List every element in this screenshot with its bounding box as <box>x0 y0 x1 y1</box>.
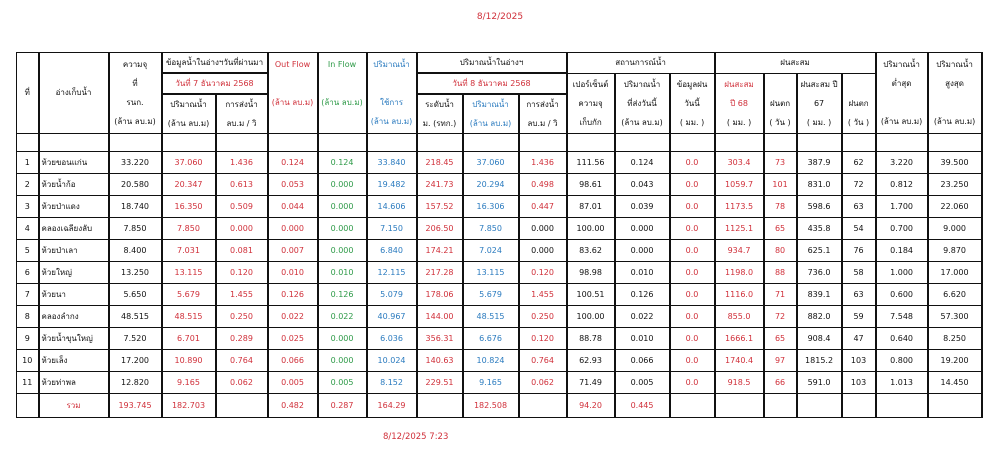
cell-percent: 87.01 <box>567 196 615 218</box>
cell-level: 144.00 <box>417 306 463 328</box>
cell-prev-volume: 7.031 <box>162 240 216 262</box>
cell-raindays67: 54 <box>842 218 876 240</box>
cell-min: 0.700 <box>876 218 928 240</box>
cell-percent: 100.00 <box>567 306 615 328</box>
cell-inflow: 0.000 <box>318 328 367 350</box>
header-level: ระดับน้ำ ม. (รทก.) <box>417 94 463 134</box>
cell-rain68: 1125.1 <box>715 218 764 240</box>
cell-level: 218.45 <box>417 152 463 174</box>
cell-usable: 19.482 <box>367 174 417 196</box>
cell-min: 0.812 <box>876 174 928 196</box>
cell-name: คลองเฉลียงลับ <box>39 218 109 240</box>
header-current-release: การส่งน้ำ ลบ.ม / วิ <box>519 94 567 134</box>
cell-name: คลองลำกง <box>39 306 109 328</box>
cell-prev-release: 0.509 <box>216 196 268 218</box>
cell-no: 7 <box>17 284 39 306</box>
cell-capacity: 20.580 <box>109 174 162 196</box>
cell-name: ห้วยป่าเลา <box>39 240 109 262</box>
total-capacity: 193.745 <box>109 394 162 418</box>
cell-volume: 13.115 <box>463 262 519 284</box>
header-raindays68: ฝนตก ( วัน ) <box>764 73 797 134</box>
cell-rain67: 839.1 <box>797 284 842 306</box>
header-current-volume: ปริมาณน้ำ (ล้าน ลบ.ม) <box>463 94 519 134</box>
cell-prev-release: 0.250 <box>216 306 268 328</box>
cell-raindays67: 76 <box>842 240 876 262</box>
cell-raindays67: 58 <box>842 262 876 284</box>
cell-inflow: 0.000 <box>318 196 367 218</box>
header-released-today: ปริมาณน้ำ ที่ส่งวันนี้ (ล้าน ลบ.ม) <box>615 73 670 134</box>
cell-prev-volume: 48.515 <box>162 306 216 328</box>
cell-rain-today: 0.0 <box>670 350 715 372</box>
cell-raindays68: 72 <box>764 306 797 328</box>
cell-raindays68: 78 <box>764 196 797 218</box>
header-reservoir: อ่างเก็บน้ำ <box>39 53 109 134</box>
cell-volume: 5.679 <box>463 284 519 306</box>
cell-outflow: 0.053 <box>268 174 318 196</box>
cell-rain-today: 0.0 <box>670 152 715 174</box>
cell-outflow: 0.025 <box>268 328 318 350</box>
cell-rain68: 1740.4 <box>715 350 764 372</box>
cell-level: 217.28 <box>417 262 463 284</box>
cell-rain68: 1059.7 <box>715 174 764 196</box>
cell-release: 0.062 <box>519 372 567 394</box>
cell-usable: 12.115 <box>367 262 417 284</box>
cell-rain-today: 0.0 <box>670 328 715 350</box>
cell-min: 0.184 <box>876 240 928 262</box>
cell-capacity: 7.850 <box>109 218 162 240</box>
cell-raindays67: 63 <box>842 284 876 306</box>
total-row <box>17 394 982 418</box>
cell-inflow: 0.000 <box>318 174 367 196</box>
cell-rain67: 435.8 <box>797 218 842 240</box>
cell-raindays67: 47 <box>842 328 876 350</box>
cell-name: ห้วยขอนแก่น <box>39 152 109 174</box>
header-capacity: ความจุ ที่ รนก. (ล้าน ลบ.ม) <box>109 53 162 134</box>
cell-capacity: 33.220 <box>109 152 162 174</box>
cell-rain68: 918.5 <box>715 372 764 394</box>
header-no: ที่ <box>17 53 39 134</box>
cell-min: 1.700 <box>876 196 928 218</box>
total-percent: 94.20 <box>567 394 615 418</box>
cell-rain-today: 0.0 <box>670 262 715 284</box>
cell-rain-today: 0.0 <box>670 218 715 240</box>
cell-rain67: 387.9 <box>797 152 842 174</box>
cell-rain67: 1815.2 <box>797 350 842 372</box>
cell-inflow: 0.010 <box>318 262 367 284</box>
cell-released-today: 0.010 <box>615 262 670 284</box>
cell-rain68: 1173.5 <box>715 196 764 218</box>
total-inflow: 0.287 <box>318 394 367 418</box>
cell-no: 10 <box>17 350 39 372</box>
cell-released-today: 0.043 <box>615 174 670 196</box>
cell-no: 1 <box>17 152 39 174</box>
cell-raindays68: 65 <box>764 218 797 240</box>
table-row <box>17 328 982 350</box>
cell-inflow: 0.126 <box>318 284 367 306</box>
cell-rain67: 598.6 <box>797 196 842 218</box>
cell-volume: 10.824 <box>463 350 519 372</box>
cell-name: ห้วยนา <box>39 284 109 306</box>
cell-rain67: 831.0 <box>797 174 842 196</box>
cell-rain68: 303.4 <box>715 152 764 174</box>
cell-rain68: 934.7 <box>715 240 764 262</box>
cell-max: 14.450 <box>928 372 982 394</box>
header-rain68: ฝนสะสม ปี 68 ( มม. ) <box>715 73 764 134</box>
cell-capacity: 18.740 <box>109 196 162 218</box>
cell-name: ห้วยเล็ง <box>39 350 109 372</box>
cell-prev-release: 0.120 <box>216 262 268 284</box>
cell-prev-release: 0.764 <box>216 350 268 372</box>
total-volume: 182.508 <box>463 394 519 418</box>
cell-capacity: 7.520 <box>109 328 162 350</box>
cell-max: 19.200 <box>928 350 982 372</box>
cell-outflow: 0.000 <box>268 218 318 240</box>
header-min-volume: ปริมาณน้ำ ต่ำสุด (ล้าน ลบ.ม) <box>876 53 928 134</box>
cell-no: 4 <box>17 218 39 240</box>
cell-no: 9 <box>17 328 39 350</box>
cell-release: 0.447 <box>519 196 567 218</box>
table-row <box>17 262 982 284</box>
cell-max: 17.000 <box>928 262 982 284</box>
cell-usable: 6.840 <box>367 240 417 262</box>
table-row <box>17 240 982 262</box>
cell-min: 3.220 <box>876 152 928 174</box>
cell-prev-volume: 7.850 <box>162 218 216 240</box>
header-inflow: In Flow (ล้าน ลบ.ม) <box>318 53 367 134</box>
cell-outflow: 0.022 <box>268 306 318 328</box>
cell-no: 8 <box>17 306 39 328</box>
cell-capacity: 8.400 <box>109 240 162 262</box>
cell-released-today: 0.022 <box>615 306 670 328</box>
cell-prev-release: 0.081 <box>216 240 268 262</box>
cell-released-today: 0.000 <box>615 218 670 240</box>
cell-level: 157.52 <box>417 196 463 218</box>
cell-inflow: 0.000 <box>318 218 367 240</box>
cell-inflow: 0.124 <box>318 152 367 174</box>
total-label: รวม <box>39 394 109 418</box>
cell-prev-volume: 6.701 <box>162 328 216 350</box>
cell-raindays67: 59 <box>842 306 876 328</box>
cell-usable: 14.606 <box>367 196 417 218</box>
total-usable: 164.29 <box>367 394 417 418</box>
cell-prev-volume: 13.115 <box>162 262 216 284</box>
cell-no: 6 <box>17 262 39 284</box>
cell-raindays68: 65 <box>764 328 797 350</box>
table-row <box>17 152 982 174</box>
cell-usable: 5.079 <box>367 284 417 306</box>
cell-prev-release: 0.000 <box>216 218 268 240</box>
table-row <box>17 306 982 328</box>
total-prev-volume: 182.703 <box>162 394 216 418</box>
cell-percent: 111.56 <box>567 152 615 174</box>
cell-usable: 40.967 <box>367 306 417 328</box>
cell-percent: 98.98 <box>567 262 615 284</box>
cell-min: 1.013 <box>876 372 928 394</box>
cell-rain68: 1198.0 <box>715 262 764 284</box>
cell-name: ห้วยน้ำก้อ <box>39 174 109 196</box>
cell-name: ห้วยน้ำขุนใหญ่ <box>39 328 109 350</box>
cell-level: 206.50 <box>417 218 463 240</box>
table-row <box>17 218 982 240</box>
cell-level: 356.31 <box>417 328 463 350</box>
cell-outflow: 0.005 <box>268 372 318 394</box>
cell-released-today: 0.124 <box>615 152 670 174</box>
cell-no: 11 <box>17 372 39 394</box>
cell-release: 0.000 <box>519 240 567 262</box>
cell-usable: 33.840 <box>367 152 417 174</box>
cell-capacity: 13.250 <box>109 262 162 284</box>
cell-usable: 10.024 <box>367 350 417 372</box>
cell-volume: 37.060 <box>463 152 519 174</box>
cell-volume: 20.294 <box>463 174 519 196</box>
cell-rain67: 591.0 <box>797 372 842 394</box>
cell-prev-volume: 5.679 <box>162 284 216 306</box>
header-prev-volume: ปริมาณน้ำ (ล้าน ลบ.ม) <box>162 94 216 134</box>
cell-released-today: 0.005 <box>615 372 670 394</box>
cell-rain-today: 0.0 <box>670 306 715 328</box>
cell-min: 1.000 <box>876 262 928 284</box>
cell-inflow: 0.000 <box>318 240 367 262</box>
cell-max: 9.870 <box>928 240 982 262</box>
header-prev-release: การส่งน้ำ ลบ.ม / วิ <box>216 94 268 134</box>
cell-rain67: 736.0 <box>797 262 842 284</box>
cell-level: 178.06 <box>417 284 463 306</box>
cell-released-today: 0.010 <box>615 328 670 350</box>
header-prev-group: ข้อมูลน้ำในอ่างฯวันที่ผ่านมา <box>162 53 268 74</box>
cell-capacity: 17.200 <box>109 350 162 372</box>
cell-level: 174.21 <box>417 240 463 262</box>
cell-name: ห้วยป่าแดง <box>39 196 109 218</box>
cell-usable: 6.036 <box>367 328 417 350</box>
cell-raindays67: 72 <box>842 174 876 196</box>
header-max-volume: ปริมาณน้ำ สูงสุด (ล้าน ลบ.ม) <box>928 53 982 134</box>
cell-outflow: 0.126 <box>268 284 318 306</box>
cell-rain68: 855.0 <box>715 306 764 328</box>
cell-rain-today: 0.0 <box>670 372 715 394</box>
cell-released-today: 0.039 <box>615 196 670 218</box>
table-row <box>17 284 982 306</box>
header-usable: ปริมาณน้ำ ใช้การ (ล้าน ลบ.ม) <box>367 53 417 134</box>
cell-release: 0.250 <box>519 306 567 328</box>
cell-release: 0.498 <box>519 174 567 196</box>
cell-release: 0.764 <box>519 350 567 372</box>
cell-released-today: 0.126 <box>615 284 670 306</box>
cell-volume: 6.676 <box>463 328 519 350</box>
cell-raindays68: 66 <box>764 372 797 394</box>
cell-min: 0.600 <box>876 284 928 306</box>
report-date-title: 8/12/2025 <box>476 12 524 22</box>
blank-row <box>17 134 982 152</box>
footer-timestamp: 8/12/2025 7:23 <box>383 432 449 442</box>
cell-max: 39.500 <box>928 152 982 174</box>
cell-rain-today: 0.0 <box>670 284 715 306</box>
cell-outflow: 0.007 <box>268 240 318 262</box>
cell-capacity: 12.820 <box>109 372 162 394</box>
cell-min: 0.640 <box>876 328 928 350</box>
cell-raindays67: 103 <box>842 350 876 372</box>
cell-raindays68: 101 <box>764 174 797 196</box>
cell-raindays68: 88 <box>764 262 797 284</box>
cell-volume: 48.515 <box>463 306 519 328</box>
cell-max: 8.250 <box>928 328 982 350</box>
cell-max: 9.000 <box>928 218 982 240</box>
cell-release: 1.436 <box>519 152 567 174</box>
cell-outflow: 0.010 <box>268 262 318 284</box>
cell-percent: 88.78 <box>567 328 615 350</box>
cell-raindays68: 97 <box>764 350 797 372</box>
cell-rain67: 625.1 <box>797 240 842 262</box>
cell-capacity: 48.515 <box>109 306 162 328</box>
cell-prev-volume: 20.347 <box>162 174 216 196</box>
reservoir-table <box>16 52 983 418</box>
cell-inflow: 0.022 <box>318 306 367 328</box>
cell-percent: 71.49 <box>567 372 615 394</box>
header-percent: เปอร์เซ็นต์ ความจุ เก็บกัก <box>567 73 615 134</box>
cell-raindays68: 73 <box>764 152 797 174</box>
cell-prev-volume: 37.060 <box>162 152 216 174</box>
cell-level: 140.63 <box>417 350 463 372</box>
cell-released-today: 0.066 <box>615 350 670 372</box>
cell-max: 22.060 <box>928 196 982 218</box>
cell-inflow: 0.000 <box>318 350 367 372</box>
cell-outflow: 0.124 <box>268 152 318 174</box>
cell-rain67: 882.0 <box>797 306 842 328</box>
header-rain-group: ฝนสะสม <box>715 53 876 74</box>
total-outflow: 0.482 <box>268 394 318 418</box>
cell-prev-release: 1.455 <box>216 284 268 306</box>
cell-level: 229.51 <box>417 372 463 394</box>
cell-release: 0.120 <box>519 262 567 284</box>
cell-max: 23.250 <box>928 174 982 196</box>
cell-percent: 100.51 <box>567 284 615 306</box>
cell-volume: 7.850 <box>463 218 519 240</box>
cell-rain-today: 0.0 <box>670 196 715 218</box>
header-rain67: ฝนสะสม ปี 67 ( มม. ) <box>797 73 842 134</box>
total-released-today: 0.445 <box>615 394 670 418</box>
cell-rain-today: 0.0 <box>670 174 715 196</box>
cell-percent: 100.00 <box>567 218 615 240</box>
cell-outflow: 0.066 <box>268 350 318 372</box>
header-outflow: Out Flow (ล้าน ลบ.ม) <box>268 53 318 134</box>
cell-no: 3 <box>17 196 39 218</box>
cell-min: 0.800 <box>876 350 928 372</box>
cell-min: 7.548 <box>876 306 928 328</box>
cell-inflow: 0.005 <box>318 372 367 394</box>
cell-prev-volume: 9.165 <box>162 372 216 394</box>
cell-outflow: 0.044 <box>268 196 318 218</box>
header-rain-today: ข้อมูลฝน วันนี้ ( มม. ) <box>670 73 715 134</box>
cell-raindays67: 63 <box>842 196 876 218</box>
cell-max: 6.620 <box>928 284 982 306</box>
cell-usable: 8.152 <box>367 372 417 394</box>
cell-rain68: 1116.0 <box>715 284 764 306</box>
cell-no: 5 <box>17 240 39 262</box>
cell-volume: 7.024 <box>463 240 519 262</box>
cell-percent: 62.93 <box>567 350 615 372</box>
table-row <box>17 350 982 372</box>
table-row <box>17 196 982 218</box>
table-row <box>17 174 982 196</box>
cell-rain-today: 0.0 <box>670 240 715 262</box>
cell-level: 241.73 <box>417 174 463 196</box>
cell-prev-volume: 16.350 <box>162 196 216 218</box>
header-current-date: วันที่ 8 ธันวาคม 2568 <box>417 73 567 94</box>
cell-volume: 9.165 <box>463 372 519 394</box>
cell-prev-release: 0.289 <box>216 328 268 350</box>
cell-max: 57.300 <box>928 306 982 328</box>
header-current-group: ปริมาณน้ำในอ่างฯ <box>417 53 567 74</box>
cell-capacity: 5.650 <box>109 284 162 306</box>
cell-prev-release: 1.436 <box>216 152 268 174</box>
cell-name: ห้วยใหญ่ <box>39 262 109 284</box>
cell-raindays67: 103 <box>842 372 876 394</box>
cell-release: 0.120 <box>519 328 567 350</box>
header-situation-group: สถานการณ์น้ำ <box>567 53 715 74</box>
cell-release: 0.000 <box>519 218 567 240</box>
cell-prev-volume: 10.890 <box>162 350 216 372</box>
cell-percent: 83.62 <box>567 240 615 262</box>
cell-raindays67: 62 <box>842 152 876 174</box>
cell-rain67: 908.4 <box>797 328 842 350</box>
cell-released-today: 0.000 <box>615 240 670 262</box>
table-row <box>17 372 982 394</box>
cell-raindays68: 71 <box>764 284 797 306</box>
cell-rain68: 1666.1 <box>715 328 764 350</box>
cell-release: 1.455 <box>519 284 567 306</box>
cell-prev-release: 0.613 <box>216 174 268 196</box>
cell-no: 2 <box>17 174 39 196</box>
header-raindays67: ฝนตก ( วัน ) <box>842 73 876 134</box>
cell-percent: 98.61 <box>567 174 615 196</box>
cell-raindays68: 80 <box>764 240 797 262</box>
cell-usable: 7.150 <box>367 218 417 240</box>
header-prev-date: วันที่ 7 ธันวาคม 2568 <box>162 73 268 94</box>
cell-name: ห้วยท่าพล <box>39 372 109 394</box>
cell-volume: 16.306 <box>463 196 519 218</box>
cell-prev-release: 0.062 <box>216 372 268 394</box>
